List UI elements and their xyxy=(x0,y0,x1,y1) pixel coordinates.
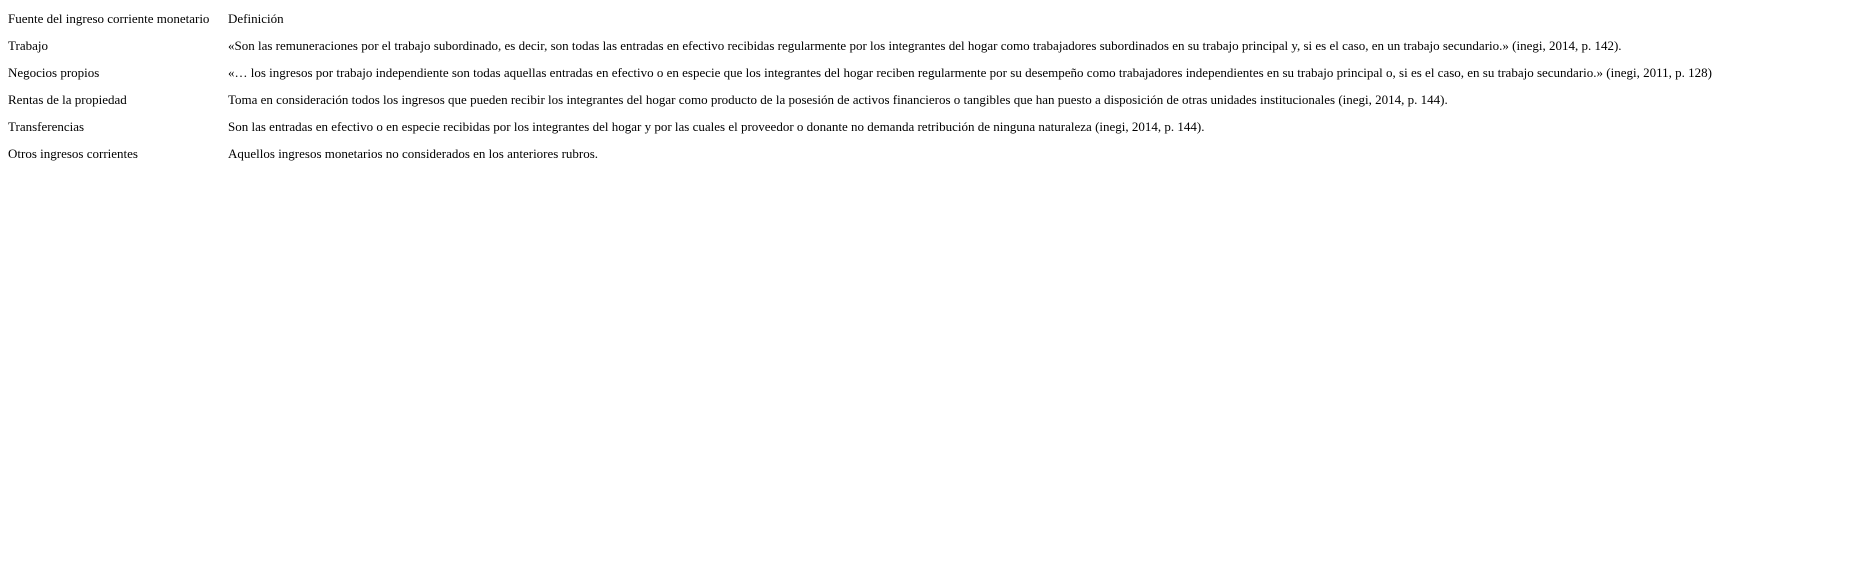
table-row xyxy=(6,89,1720,116)
table-header-row xyxy=(6,8,1720,35)
income-definitions-table xyxy=(6,8,1720,170)
cell-source: Transferencias xyxy=(8,119,85,134)
cell-definition: «Son las remuneraciones por el trabajo subordinado, es decir, son todas las entradas en efectivo recibidas regularmente por los integrantes del hogar como trabajadores subordinados en su trabajo principal y, si es el caso, en un trabajo secundario.» (inegi, 2014, p. 142). xyxy=(228,38,1622,53)
table-row xyxy=(6,62,1720,89)
cell-definition: Toma en consideración todos los ingresos que pueden recibir los integrantes del hogar como producto de la posesión de activos financieros o tangibles que han puesto a disposición de otras unidades institucionales (inegi, 2014, p. 144). xyxy=(228,92,1448,107)
income-definitions-table-container xyxy=(6,8,1720,170)
cell-definition: Aquellos ingresos monetarios no considerados en los anteriores rubros. xyxy=(228,146,599,161)
cell-definition: Son las entradas en efectivo o en especie recibidas por los integrantes del hogar y por las cuales el proveedor o donante no demanda retribución de ninguna naturaleza (inegi, 2014, p. 144). xyxy=(228,119,1205,134)
cell-source: Trabajo xyxy=(8,38,48,53)
cell-source: Otros ingresos corrientes xyxy=(8,146,138,161)
header-definition: Definición xyxy=(228,11,284,26)
table-row xyxy=(6,143,1720,170)
table-row xyxy=(6,116,1720,143)
header-source: Fuente del ingreso corriente monetario xyxy=(8,11,210,26)
cell-definition: «… los ingresos por trabajo independiente son todas aquellas entradas en efectivo o en especie que los integrantes del hogar reciben regularmente por su desempeño como trabajadores independientes en su trabajo principal o, si es el caso, en su trabajo secundario.» (inegi, 2011, p. 128) xyxy=(228,65,1712,80)
cell-source: Negocios propios xyxy=(8,65,100,80)
cell-source: Rentas de la propiedad xyxy=(8,92,127,107)
table-row xyxy=(6,35,1720,62)
